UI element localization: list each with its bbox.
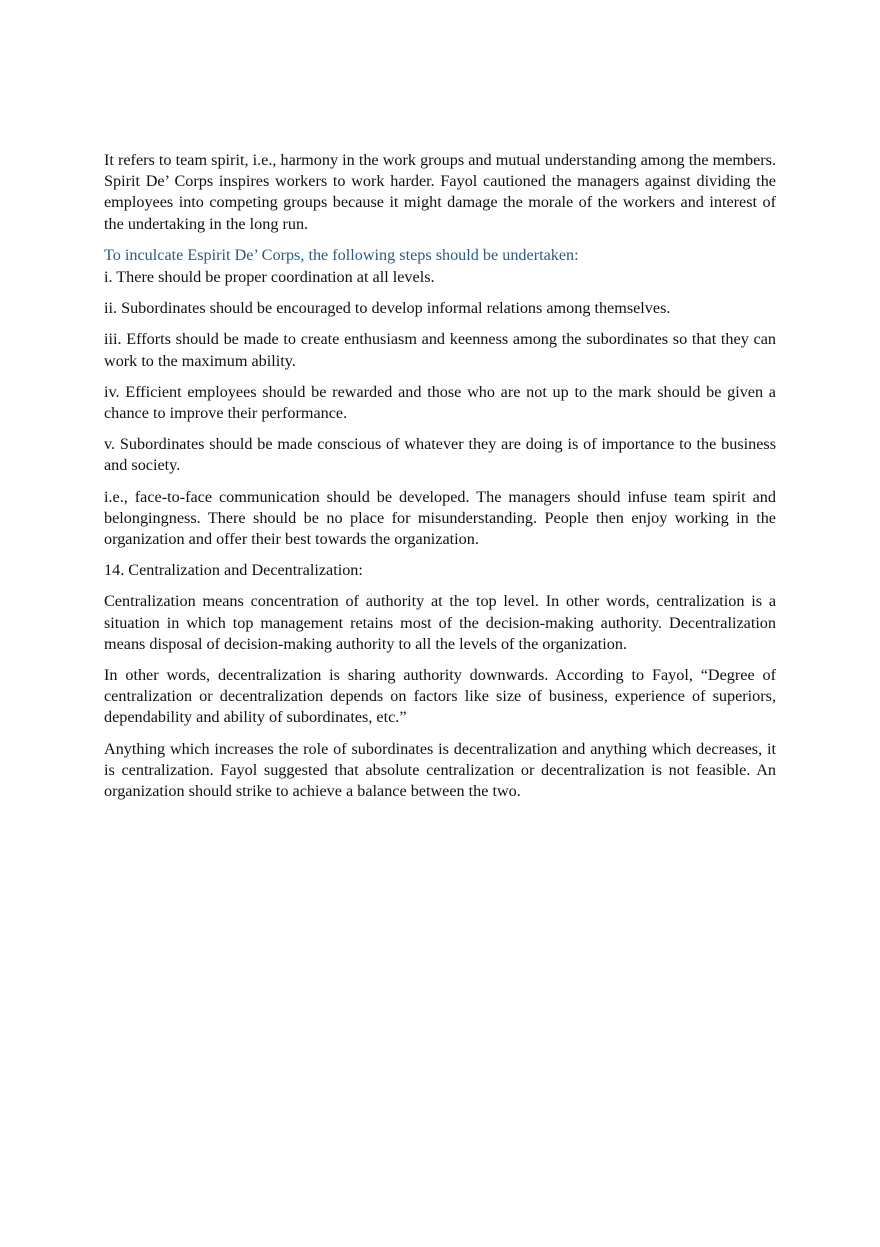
section-paragraph-3: Anything which increases the role of subordinates is decentralization and anything which decreases, it is centralization. Fayol suggested that absolute centralization or decentralization is not feasible. An organization should strike to achieve a balance between the two. [104,739,776,801]
step-item-5: v. Subordinates should be made conscious of whatever they are doing is of importance to the business and society. [104,435,776,475]
steps-heading: To inculcate Espirit De’ Corps, the following steps should be undertaken: [104,245,579,264]
step-item-2: ii. Subordinates should be encouraged to develop informal relations among themselves. [104,299,671,318]
step-item-4: iv. Efficient employees should be rewarded and those who are not up to the mark should be given a chance to improve their performance. [104,382,776,423]
document-page [104,150,776,812]
communication-paragraph: i.e., face-to-face communication should be developed. The managers should infuse team spirit and belongingness. There should be no place for misunderstanding. People then enjoy working in the organization and offer their best towards the organization. [104,487,776,549]
section-paragraph-2: In other words, decentralization is sharing authority downwards. According to Fayol, “Degree of centralization or decentralization depends on factors like size of business, experience of superiors, dependability and ability of subordinates, etc.” [104,666,776,727]
section-title: 14. Centralization and Decentralization: [104,561,363,580]
intro-paragraph: It refers to team spirit, i.e., harmony in the work groups and mutual understanding among the members. Spirit De’ Corps inspires workers to work harder. Fayol cautioned the managers against dividing the employees into competing groups because it might damage the morale of the workers and interest of the undertaking in the long run. [104,151,776,233]
steps-list [104,267,776,477]
step-item-1: i. There should be proper coordination at all levels. [104,268,435,287]
step-item-3: iii. Efforts should be made to create enthusiasm and keenness among the subordinates so that they can work to the maximum ability. [104,330,776,370]
section-paragraph-1: Centralization means concentration of authority at the top level. In other words, centralization is a situation in which top management retains most of the decision-making authority. Decentralization means disposal of decision-making authority to all the levels of the organization. [104,592,776,653]
